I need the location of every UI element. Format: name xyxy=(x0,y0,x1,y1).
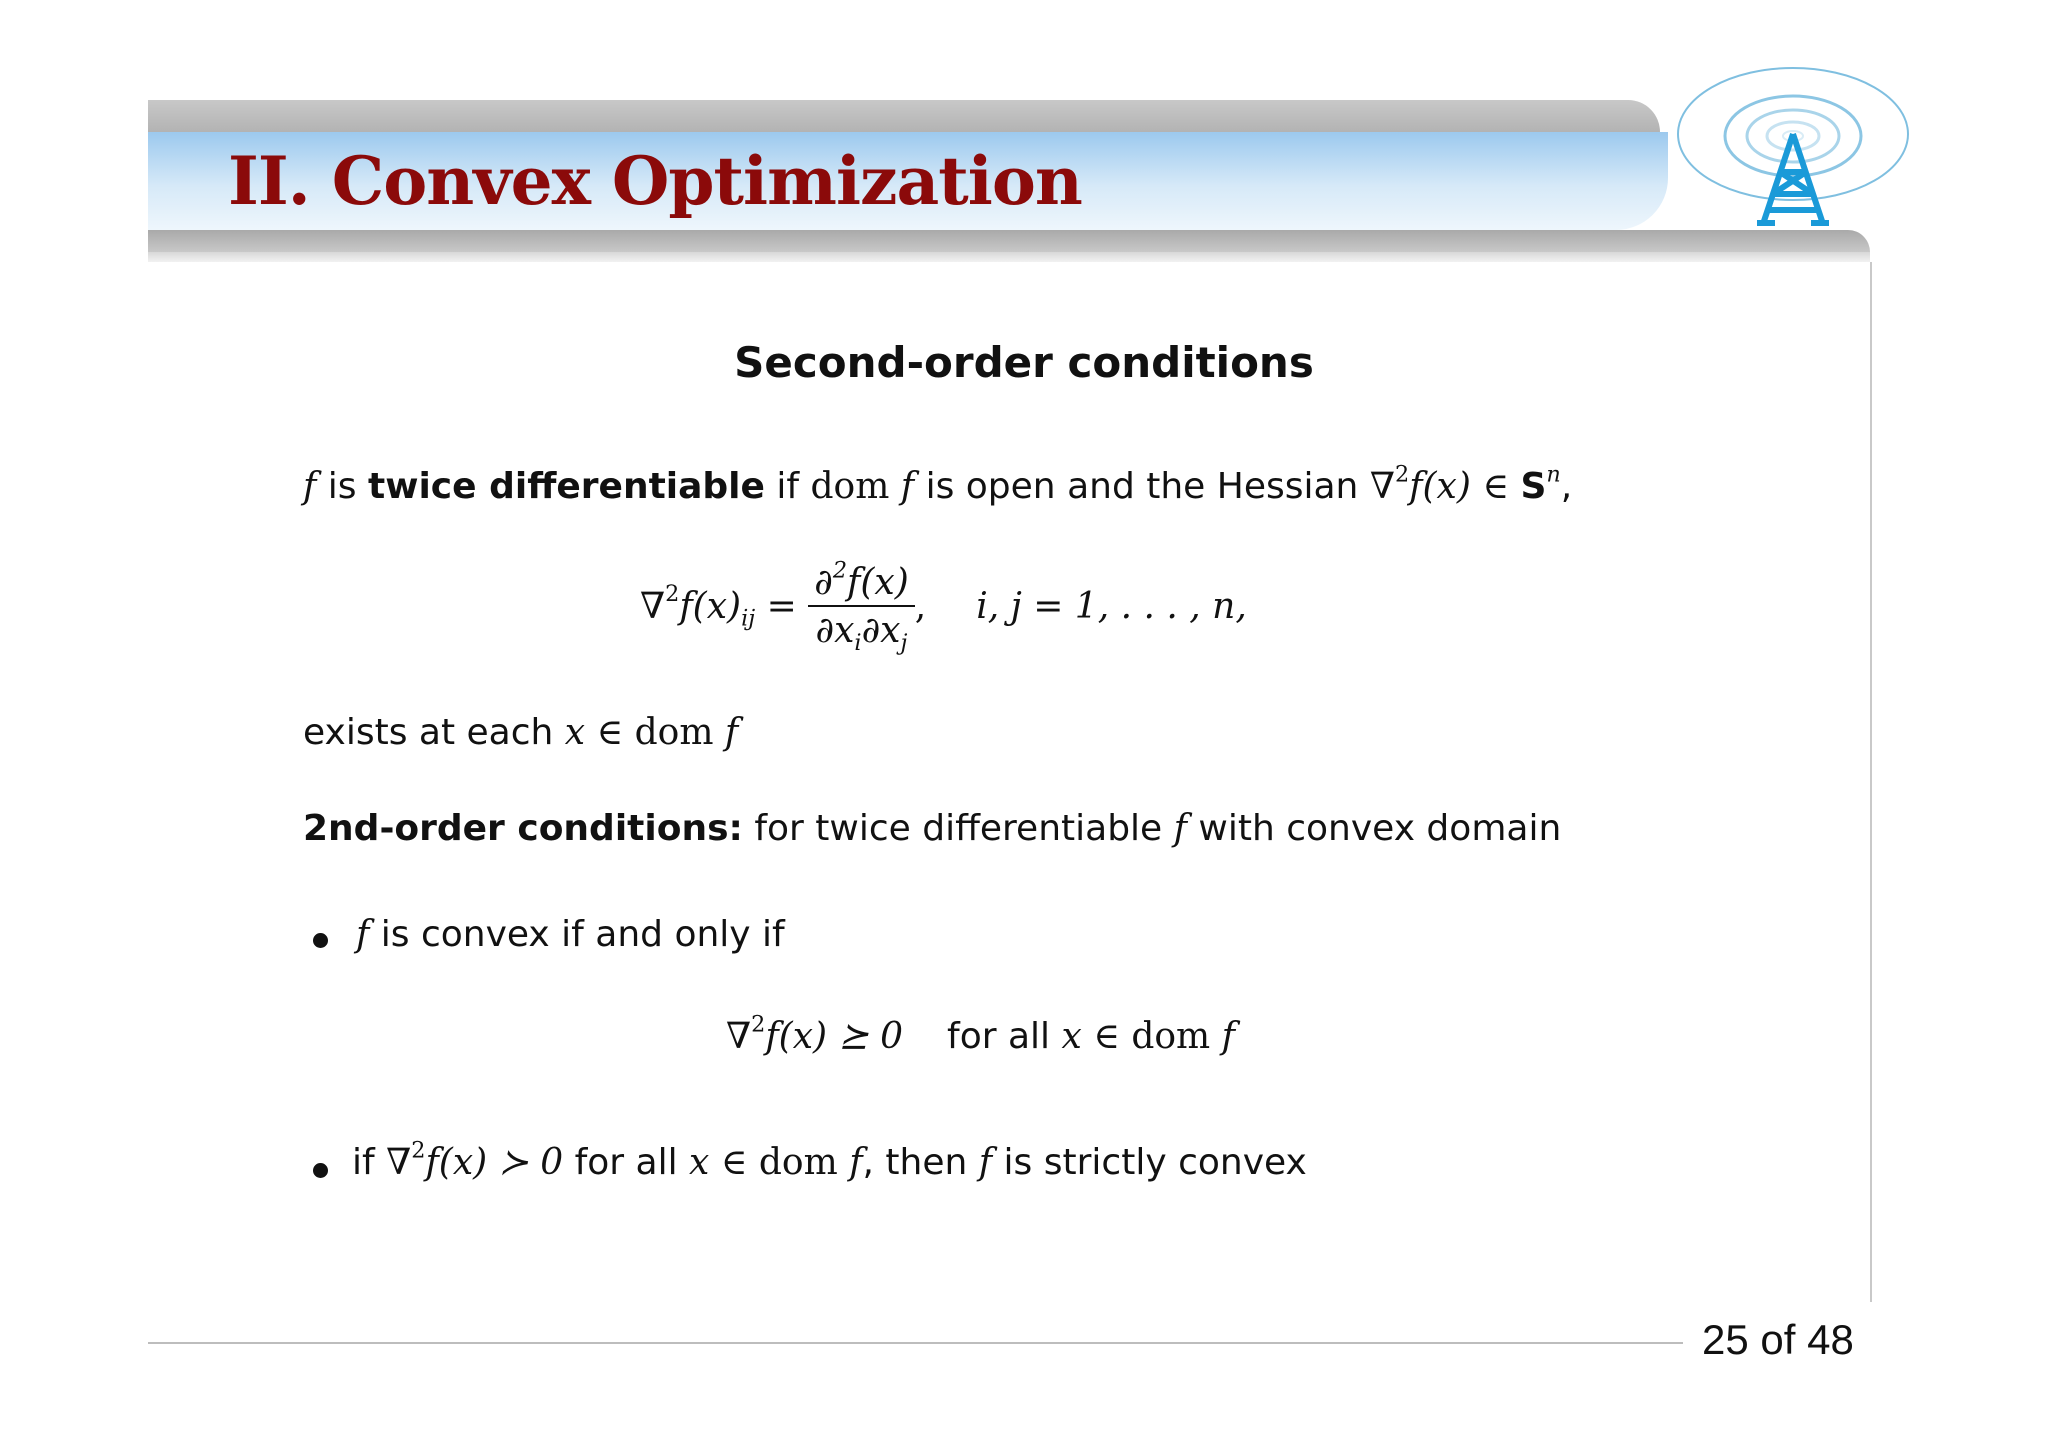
bullet-convex-condition: f is convex if and only if xyxy=(356,914,785,955)
slide-right-border xyxy=(1870,262,1872,1302)
radio-tower-icon xyxy=(1665,64,1913,234)
footer-divider xyxy=(148,1342,1683,1344)
bullet-point xyxy=(313,933,328,948)
bullet-strict-convexity: if ∇$^2$f(x) ≻ 0 for all x ∈ dom f, then f is strictly convex xyxy=(352,1137,1307,1183)
hessian-equation: $\nabla^2f(x)_{ij}$ = $\frac{\partial^2f(x)}{\partial x_i\partial x_j}$ , i, j = 1, . . . , n, xyxy=(640,557,1247,656)
twice-differentiable-definition: f is twice differentiable if dom f is open and the Hessian ∇$^2$f(x) ∈ $S^n$, xyxy=(303,461,1573,507)
page-number: 25 of 48 xyxy=(1702,1316,1854,1363)
bullet-point xyxy=(313,1163,328,1178)
convexity-equation: ∇$^2$f(x) ⪰ 0 for all x ∈ dom f xyxy=(726,1011,1235,1057)
slide-title: II. Convex Optimization xyxy=(228,142,1082,220)
header-shadow-band xyxy=(148,252,1870,262)
hessian-fraction: $\frac{\partial^2f(x)}{\partial x_i\partial x_j}$ xyxy=(808,560,915,656)
second-order-conditions-heading: 2nd-order conditions: for twice differentiable f with convex domain xyxy=(303,808,1562,849)
domain-statement: exists at each x ∈ dom f xyxy=(303,712,739,753)
section-subtitle: Second-order conditions xyxy=(734,338,1314,387)
header-top-band xyxy=(148,100,1660,132)
header-bottom-band xyxy=(148,230,1870,252)
